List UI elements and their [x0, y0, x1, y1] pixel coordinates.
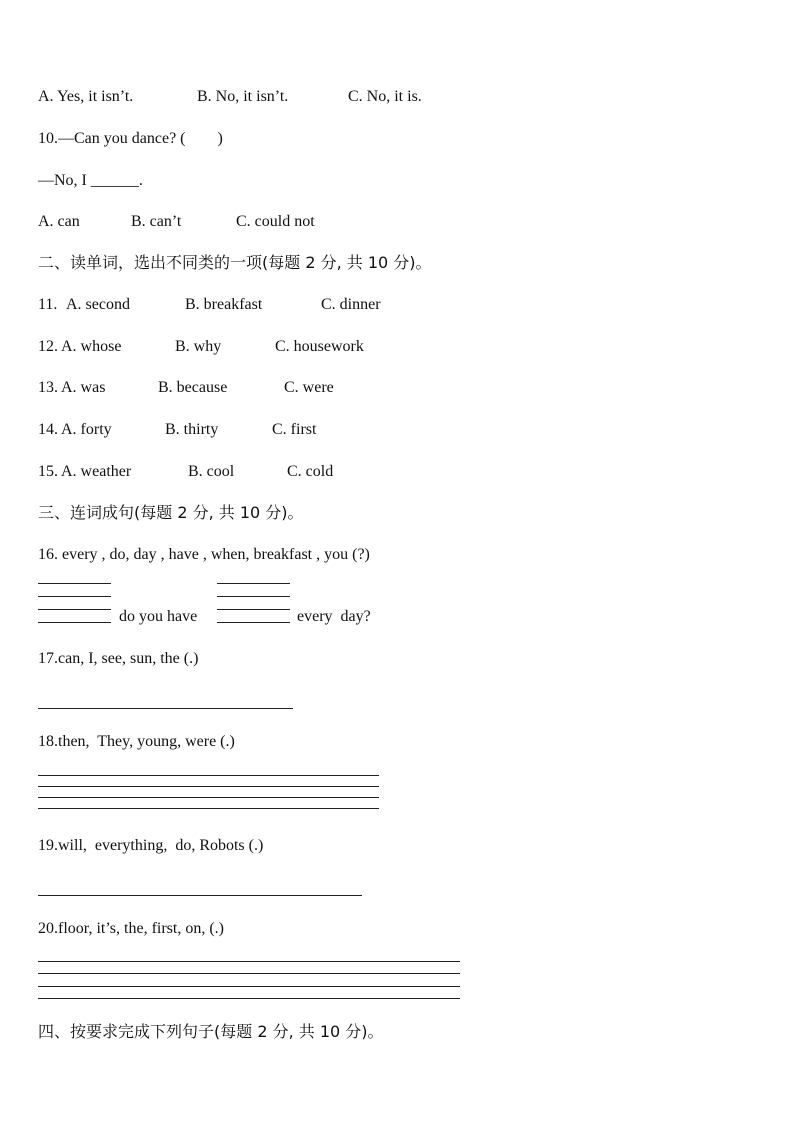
q10-option-a: A. can	[38, 213, 80, 230]
blank-line	[38, 609, 111, 610]
blank-line	[38, 786, 379, 787]
option-b: B. because	[158, 379, 228, 396]
q10-option-b: B. can’t	[131, 213, 182, 230]
option-a: A. whose	[61, 338, 122, 355]
q17-prompt: 17.can, I, see, sun, the (.)	[38, 650, 199, 667]
option-c: C. cold	[287, 463, 334, 480]
q18-prompt: 18.then, They, young, were (.)	[38, 733, 235, 750]
option-a: A. weather	[61, 463, 132, 480]
blank-line	[38, 622, 111, 623]
blank-line	[38, 775, 379, 776]
option-c: C. first	[272, 421, 317, 438]
option-a: A. was	[61, 379, 106, 396]
blank-line	[217, 622, 290, 623]
blank-line	[217, 609, 290, 610]
option-b: B. why	[175, 338, 222, 355]
blank-line	[38, 797, 379, 798]
q19-prompt: 19.will, everything, do, Robots (.)	[38, 837, 264, 854]
q16-prompt: 16. every , do, day , have , when, breakfast , you (?)	[38, 546, 370, 563]
option-a: A. forty	[61, 421, 112, 438]
option-c: C. housework	[275, 338, 364, 355]
question-number: 14.	[38, 421, 58, 438]
question-number: 12.	[38, 338, 58, 355]
option-c: C. were	[284, 379, 334, 396]
section-2-heading: 二、读单词，选出不同类的一项(每题 2 分, 共 10 分)。	[38, 253, 432, 272]
question-number: 13.	[38, 379, 58, 396]
q9-option-c: C. No, it is.	[348, 88, 422, 105]
blank-line	[38, 973, 460, 974]
q9-option-a: A. Yes, it isn’t.	[38, 88, 134, 105]
option-c: C. dinner	[321, 296, 381, 313]
section-3-heading: 三、连词成句(每题 2 分, 共 10 分)。	[38, 503, 304, 522]
q10-option-c: C. could not	[236, 213, 315, 230]
question-number: 15.	[38, 463, 58, 480]
q10-question: 10.—Can you dance? ( )	[38, 130, 223, 147]
option-b: B. cool	[188, 463, 235, 480]
blank-line	[38, 986, 460, 987]
q16-middle-text: do you have	[119, 608, 198, 625]
blank-line	[38, 708, 293, 709]
option-b: B. breakfast	[185, 296, 263, 313]
q10-answer-line: —No, I ______.	[38, 172, 143, 189]
question-number: 11.	[38, 296, 62, 313]
q16-end-text: every day?	[297, 608, 371, 625]
blank-line	[217, 596, 290, 597]
option-a: A. second	[66, 296, 130, 313]
blank-line	[38, 961, 460, 962]
section-4-heading: 四、按要求完成下列句子(每题 2 分, 共 10 分)。	[38, 1022, 384, 1041]
blank-line	[38, 808, 379, 809]
blank-line	[38, 998, 460, 999]
option-b: B. thirty	[165, 421, 219, 438]
q9-option-b: B. No, it isn’t.	[197, 88, 289, 105]
blank-line	[38, 895, 362, 896]
blank-line	[217, 583, 290, 584]
q20-prompt: 20.floor, it’s, the, first, on, (.)	[38, 920, 224, 937]
blank-line	[38, 583, 111, 584]
blank-line	[38, 596, 111, 597]
